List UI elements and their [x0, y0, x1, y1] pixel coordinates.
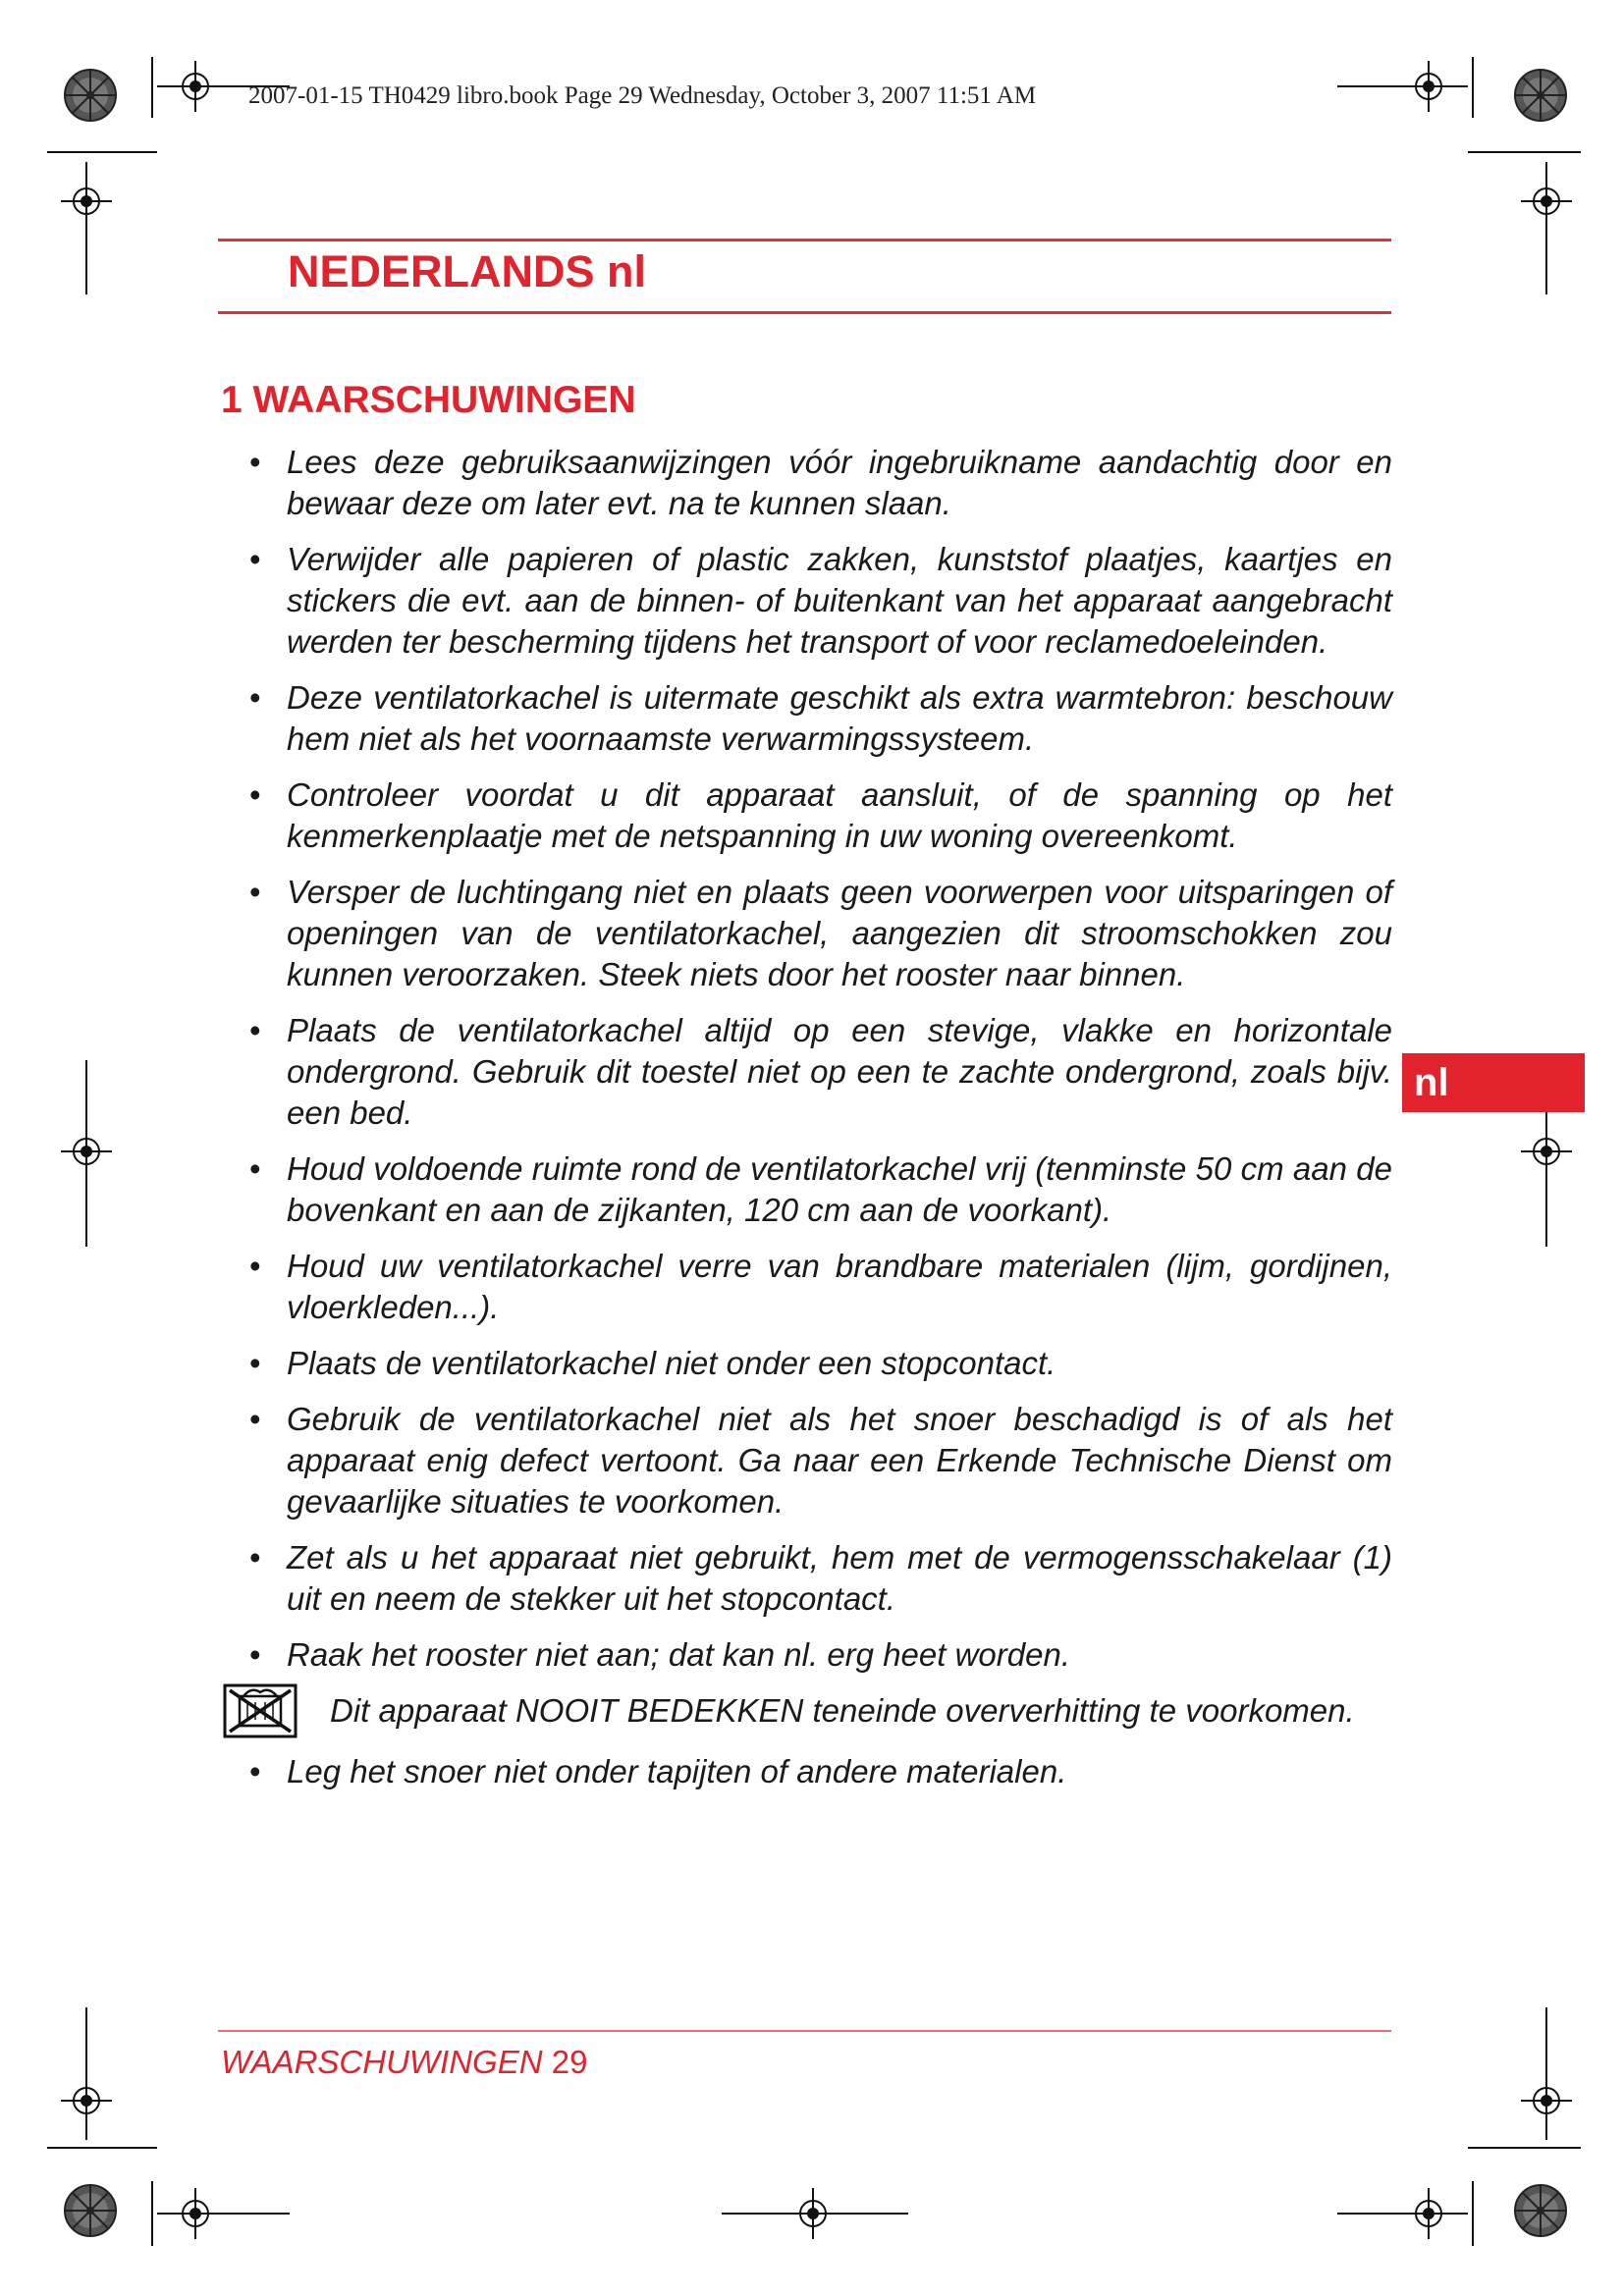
bullet: •	[249, 1345, 261, 1381]
bullet: •	[249, 1150, 261, 1187]
section-heading: 1 WAARSCHUWINGEN	[221, 379, 636, 421]
warning-item	[244, 677, 1392, 760]
warning-item	[244, 872, 1392, 995]
title-rule-top	[218, 239, 1391, 241]
warning-item	[244, 1246, 1392, 1328]
warning-item	[244, 1751, 1392, 1792]
warning-text: Raak het rooster niet aan; dat kan nl. erg heet worden.	[287, 1636, 1070, 1673]
footer-section-label: WAARSCHUWINGEN	[221, 2044, 543, 2080]
language-tab: nl	[1402, 1053, 1585, 1112]
print-header: 2007-01-15 TH0429 libro.book Page 29 Wednesday, October 3, 2007 11:51 AM	[248, 82, 1037, 109]
warning-text: Plaats de ventilatorkachel niet onder een stopcontact.	[287, 1345, 1056, 1381]
warning-item	[244, 1148, 1392, 1231]
warning-text: Deze ventilatorkachel is uitermate geschikt als extra warmtebron: beschouw hem niet als het voornaamste verwarmingssysteem.	[287, 679, 1392, 757]
warning-text: Versper de luchtingang niet en plaats geen voorwerpen voor uitsparingen of openingen van de ventilatorkachel, aangezien dit stroomschokken zou kunnen veroorzaken. Steek niets door het rooster naar binnen.	[287, 874, 1392, 992]
warning-item	[244, 1010, 1392, 1134]
warning-text: Zet als u het apparaat niet gebruikt, hem met de vermogensschakelaar (1) uit en neem de stekker uit het stopcontact.	[287, 1539, 1392, 1617]
title-rule-bottom	[218, 311, 1391, 314]
bullet: •	[249, 1012, 261, 1048]
warning-item	[244, 1634, 1392, 1676]
bullet: •	[249, 1753, 261, 1789]
cover-notice-text: Dit apparaat NOOIT BEDEKKEN teneinde oververhitting te voorkomen.	[330, 1692, 1355, 1729]
warning-text: Verwijder alle papieren of plastic zakken, kunststof plaatjes, kaartjes en stickers die evt. aan de binnen- of buitenkant van het apparaat aangebracht werden ter bescherming tijdens het transport of voor reclamedoeleinden.	[287, 541, 1392, 660]
page-footer	[221, 2044, 587, 2081]
bullet: •	[249, 679, 261, 716]
warning-item	[244, 442, 1392, 524]
warning-text: Houd uw ventilatorkachel verre van brandbare materialen (lijm, gordijnen, vloerkleden...).	[287, 1248, 1392, 1325]
bullet: •	[249, 541, 261, 577]
bullet: •	[249, 1539, 261, 1575]
warning-text: Houd voldoende ruimte rond de ventilatorkachel vrij (tenminste 50 cm aan de bovenkant en aan de zijkanten, 120 cm aan de voorkant).	[287, 1150, 1392, 1228]
warning-item	[244, 539, 1392, 663]
cover-notice	[244, 1690, 1392, 1732]
bullet: •	[249, 776, 261, 813]
bullet: •	[249, 1636, 261, 1673]
warning-text: Plaats de ventilatorkachel altijd op een stevige, vlakke en horizontale ondergrond. Gebruik dit toestel niet op een te zachte ondergrond, zoals bijv. een bed.	[287, 1012, 1392, 1131]
page-number: 29	[551, 2044, 588, 2080]
warning-text: Controleer voordat u dit apparaat aansluit, of de spanning op het kenmerkenplaatje met de netspanning in uw woning overeenkomt.	[287, 776, 1392, 854]
bullet: •	[249, 444, 261, 480]
warning-text: Leg het snoer niet onder tapijten of andere materialen.	[287, 1753, 1067, 1789]
warning-item	[244, 1537, 1392, 1620]
language-title: NEDERLANDS nl	[288, 246, 647, 296]
bullet: •	[249, 1248, 261, 1284]
warnings-list	[244, 442, 1392, 1807]
warning-item	[244, 1343, 1392, 1384]
do-not-cover-icon	[222, 1681, 298, 1741]
warning-text: Lees deze gebruiksaanwijzingen vóór ingebruikname aandachtig door en bewaar deze om later evt. na te kunnen slaan.	[287, 444, 1392, 521]
footer-rule	[218, 2030, 1391, 2032]
bullet: •	[249, 1401, 261, 1437]
warning-item	[244, 774, 1392, 857]
warning-text: Gebruik de ventilatorkachel niet als het snoer beschadigd is of als het apparaat enig defect vertoont. Ga naar een Erkende Technische Dienst om gevaarlijke situaties te voorkomen.	[287, 1401, 1392, 1520]
warning-item	[244, 1399, 1392, 1522]
bullet: •	[249, 874, 261, 910]
